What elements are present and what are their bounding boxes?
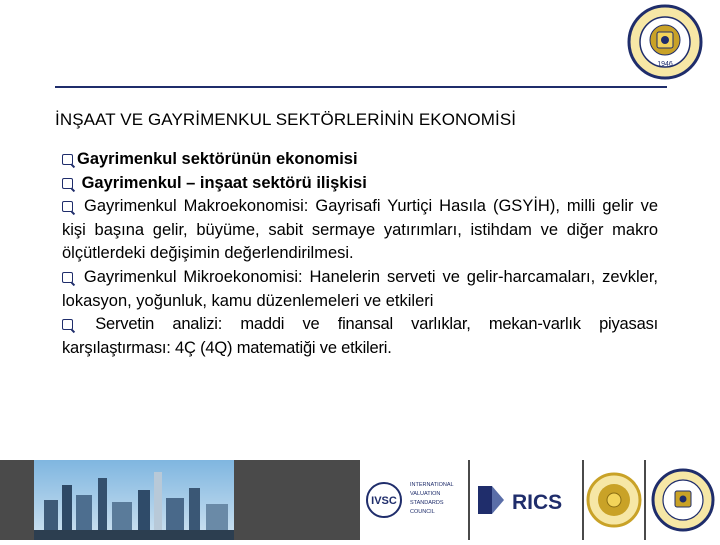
title-divider [55,86,667,88]
ivsc-line-3: STANDARDS [410,500,444,506]
rics-logo [470,460,582,540]
list-item: Gayrimenkul Mikroekonomisi: Hanelerin serveti ve gelir-harcamaları, zevkler, lokasyon, yoğunluk, kamu düzenlemeleri ve etkileri [62,267,658,310]
city-skyline-image [34,460,234,540]
ivsc-logo [360,460,468,540]
list-item: Gayrimenkul – inşaat sektörü ilişkisi [62,172,658,196]
list-item: Servetin analizi: maddi ve finansal varlıklar, mekan-varlık piyasası karşılaştırması: 4Ç (4Q) matematiği ve etkileri. [62,315,658,357]
square-bullet-icon [62,178,73,189]
ivsc-line-2: VALUATION [410,491,441,497]
university-seal-small-logo [646,460,720,540]
ivsc-line-4: COUNCIL [410,509,435,515]
rics-wordmark: RICS [512,491,563,514]
ivsc-line-1: INTERNATIONAL [410,482,454,488]
ivsc-abbr: IVSC [371,495,397,507]
square-bullet-icon [62,154,73,165]
list-item: Gayrimenkul sektörünün ekonomisi [62,148,658,172]
square-bullet-icon [62,201,73,212]
university-seal-logo [625,4,705,80]
seal-year: 1946 [657,61,673,68]
square-bullet-icon [62,272,73,283]
page-title: İNŞAAT VE GAYRİMENKUL SEKTÖRLERİNİN EKONOMİSİ [55,110,517,129]
square-bullet-icon [62,319,73,330]
bullet-list [62,148,658,360]
gold-emblem-logo [584,460,644,540]
list-item: Gayrimenkul Makroekonomisi: Gayrisafi Yurtiçi Hasıla (GSYİH), milli gelir ve kişi başına gelir, büyüme, sabit sermaye yatırımları, istihdam ve diğer makro ölçütlerdeki değişimin değerlendirilmesi. [62,197,658,263]
footer-banner [0,460,720,540]
